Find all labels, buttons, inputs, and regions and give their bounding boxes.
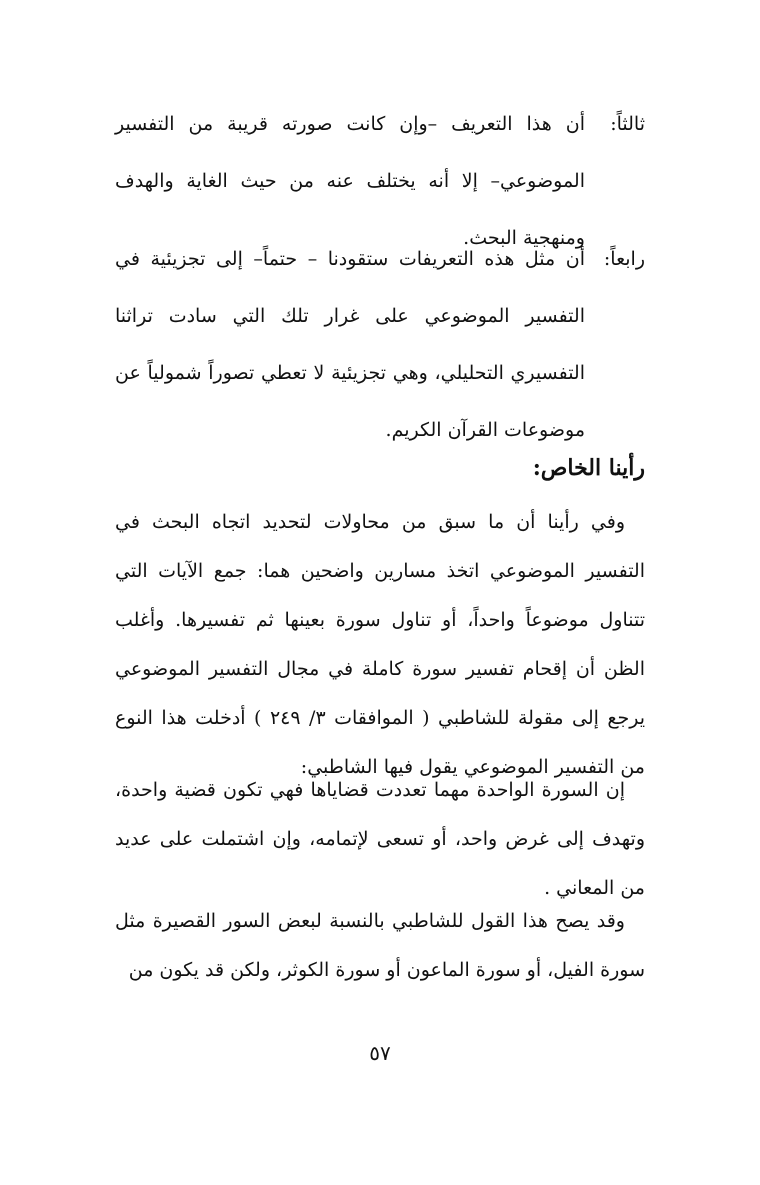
section-heading: رأينا الخاص: [532,455,645,481]
body-paragraph: وفي رأينا أن ما سبق من محاولات لتحديد اتجاه البحث في التفسير الموضوعي اتخذ مسارين واضحين هما: جمع الآيات التي تتناول موضوعاً واحداً، أو تناول سورة بعينها ثم تفسيرها. وأغلب الظن أن إقحام تفسير سورة كاملة في مجال التفسير الموضوعي يرجع إلى مقولة للشاطبي ( الموافقات ٣/ ٢٤٩ ) أدخلت هذا النوع من التفسير الموضوعي يقول فيها الشاطبي: [115,511,645,778]
page-number: ٥٧ [369,1041,391,1065]
point-text: أن مثل هذه التعريفات ستقودنا – حتماً– إلى تجزيئية في التفسير الموضوعي على غرار تلك التي سادت تراثنا التفسيري التحليلي، وهي تجزيئية لا تعطي تصوراً شمولياً عن موضوعات القرآن الكريم. [115,248,585,441]
body-paragraph: وقد يصح هذا القول للشاطبي بالنسبة لبعض السور القصيرة مثل سورة الفيل، أو سورة الماعون أو سورة الكوثر، ولكن قد يكون من [115,910,645,981]
point-text: أن هذا التعريف –وإن كانت صورته قريبة من التفسير الموضوعي– إلا أنه يختلف عنه من حيث الغاية والهدف ومنهجية البحث. [115,113,585,249]
point-label: رابعاً: [603,248,645,270]
shatibi-quote-paragraph: إن السورة الواحدة مهما تعددت قضاياها فهي تكون قضية واحدة، وتهدف إلى غرض واحد، أو تسعى لإتمامه، وإن اشتملت على عديد من المعاني . [115,779,645,899]
point-fourth [115,231,645,459]
point-label: ثالثاً: [610,113,645,135]
